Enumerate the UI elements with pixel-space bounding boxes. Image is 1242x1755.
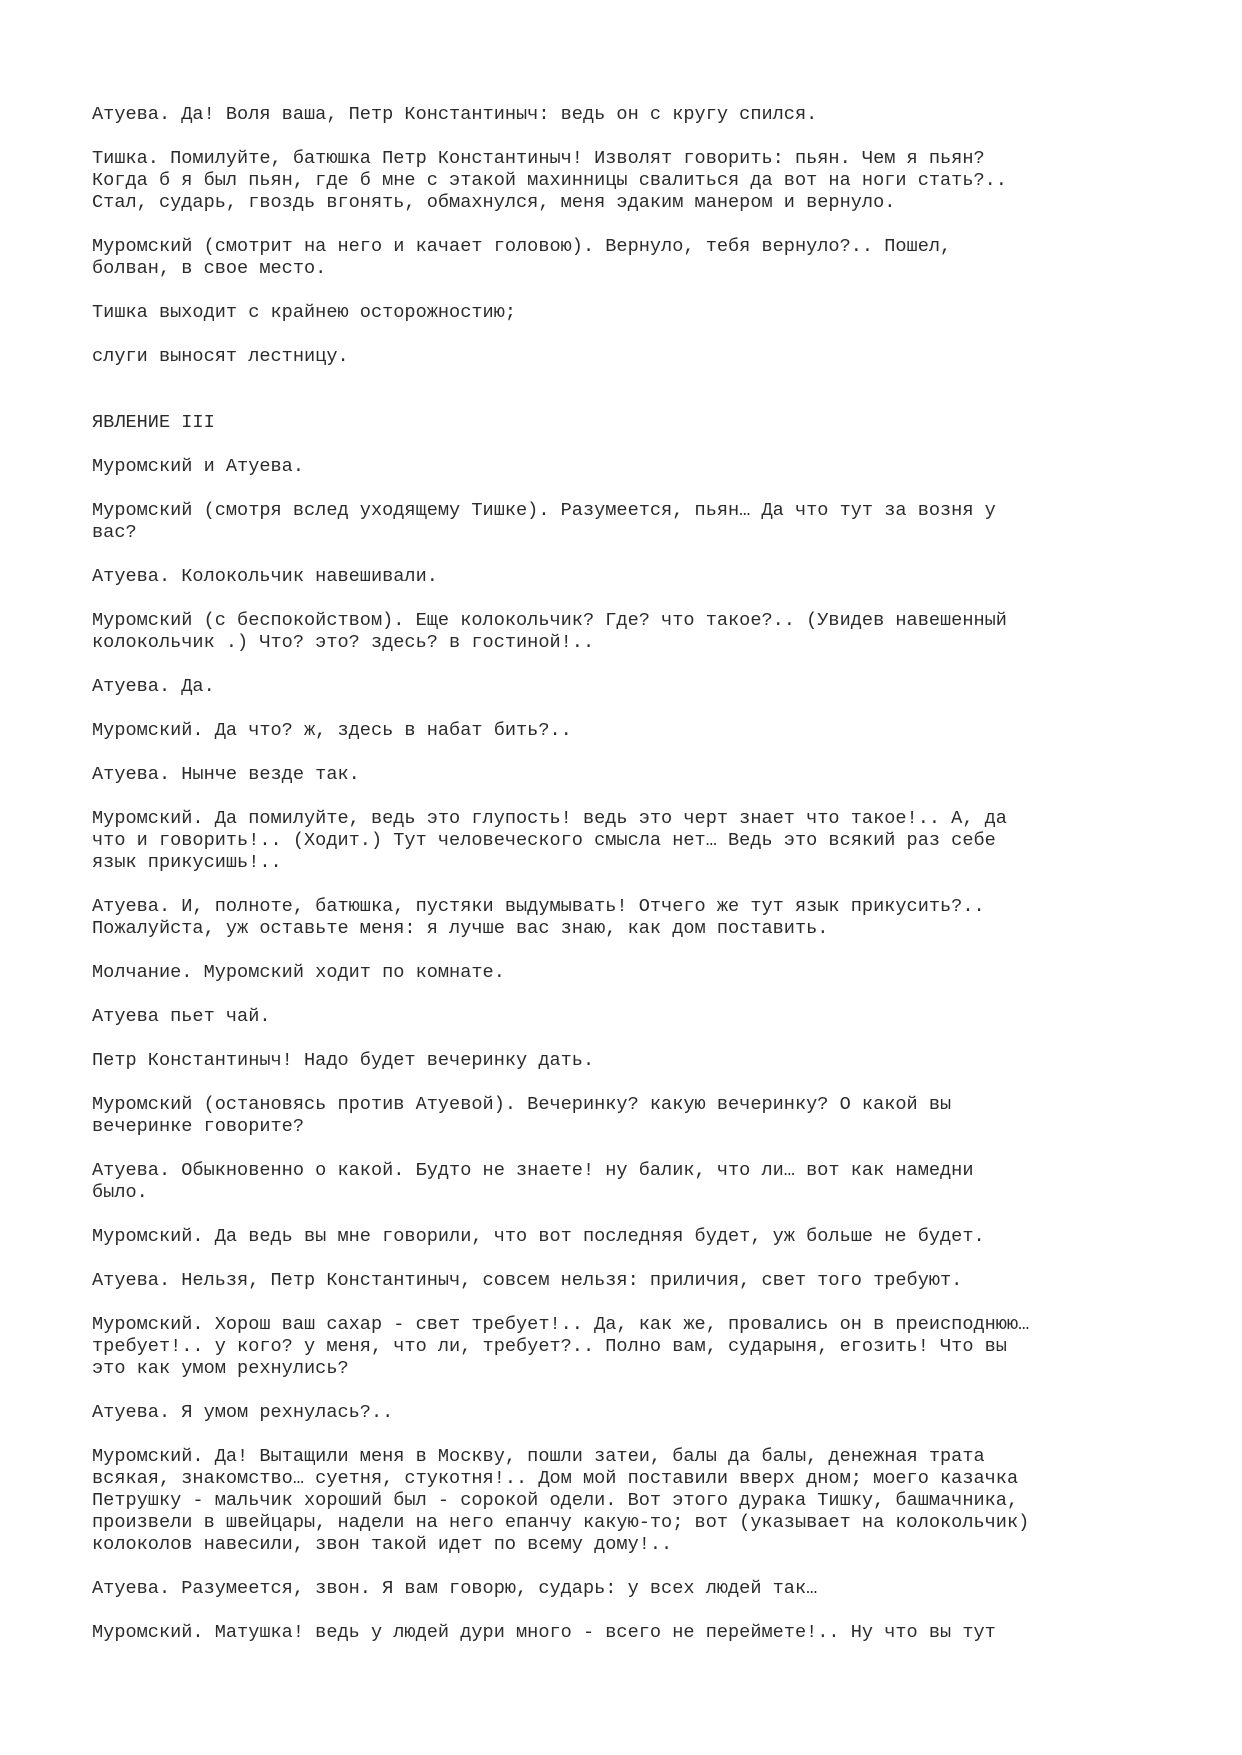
paragraph: Атуева. Да.: [92, 676, 215, 697]
paragraph: Муромский. Да помилуйте, ведь это глупость! ведь это черт знает что такое!.. А, да что и говорить!.. (Ходит.) Тут человеческого смысла нет… Ведь это всякий раз себе язык прикусишь!..: [92, 808, 1007, 873]
paragraph: Тишка. Помилуйте, батюшка Петр Константиныч! Изволят говорить: пьян. Чем я пьян? Когда б я был пьян, где б мне с этакой махинницы свалиться да вот на ноги стать?.. Стал, сударь, гвоздь вгонять, обмахнулся, меня эдаким манером и вернуло.: [92, 148, 1007, 213]
paragraph: Петр Константиныч! Надо будет вечеринку дать.: [92, 1050, 595, 1071]
paragraph: Атуева. Обыкновенно о какой. Будто не знаете! ну балик, что ли… вот как намедни было.: [92, 1160, 974, 1203]
stage-direction: Молчание. Муромский ходит по комнате.: [92, 962, 505, 983]
paragraph: Атуева. Да! Воля ваша, Петр Константиныч: ведь он с кругу спился.: [92, 104, 818, 125]
stage-direction: Атуева пьет чай.: [92, 1006, 271, 1027]
paragraph: Атуева. Нельзя, Петр Константиныч, совсем нельзя: приличия, свет того требуют.: [92, 1270, 963, 1291]
paragraph: Атуева. Разумеется, звон. Я вам говорю, сударь: у всех людей так…: [92, 1578, 818, 1599]
paragraph: Муромский. Матушка! ведь у людей дури много - всего не переймете!.. Ну что вы тут: [92, 1622, 996, 1643]
paragraph: Атуева. Я умом рехнулась?..: [92, 1402, 394, 1423]
paragraph: Муромский (смотря вслед уходящему Тишке). Разумеется, пьян… Да что тут за возня у вас?: [92, 500, 996, 543]
paragraph: Муромский (с беспокойством). Еще колокольчик? Где? что такое?.. (Увидев навешенный колокольчик .) Что? это? здесь? в гостиной!..: [92, 610, 1007, 653]
paragraph: Муромский. Хорош ваш сахар - свет требует!.. Да, как же, провались он в преисподнюю… требует!.. у кого? у меня, что ли, требует?.. Полно вам, сударыня, егозить! Что вы это как умом рехнулись?: [92, 1314, 1030, 1379]
document-page: [92, 104, 1192, 1666]
paragraph: Атуева. Нынче везде так.: [92, 764, 360, 785]
stage-direction: Тишка выходит с крайнею осторожностию;: [92, 302, 517, 323]
paragraph: Муромский. Да что? ж, здесь в набат бить?..: [92, 720, 572, 741]
paragraph: Муромский. Да! Вытащили меня в Москву, пошли затеи, балы да балы, денежная трата всякая, знакомство… суетня, стукотня!.. Дом мой поставили вверх дном; моего казачка Петрушку - мальчик хороший был - сорокой одели. Вот этого дурака Тишку, башмачника, произвели в швейцары, надели на него епанчу какую-то; вот (указывает на колокольчик) колоколов навесили, звон такой идет по всему дому!..: [92, 1446, 1030, 1555]
paragraph: Муромский (остановясь против Атуевой). Вечеринку? какую вечеринку? О какой вы вечеринке говорите?: [92, 1094, 952, 1137]
paragraph: Муромский (смотрит на него и качает головою). Вернуло, тебя вернуло?.. Пошел, болван, в свое место.: [92, 236, 952, 279]
paragraph: Муромский. Да ведь вы мне говорили, что вот последняя будет, уж больше не будет.: [92, 1226, 985, 1247]
scene-heading: ЯВЛЕНИЕ III: [92, 412, 215, 433]
scene-characters: Муромский и Атуева.: [92, 456, 305, 477]
paragraph: Атуева. И, полноте, батюшка, пустяки выдумывать! Отчего же тут язык прикусить?.. Пожалуйста, уж оставьте меня: я лучше вас знаю, как дом поставить.: [92, 896, 985, 939]
stage-direction: слуги выносят лестницу.: [92, 346, 349, 367]
paragraph: Атуева. Колокольчик навешивали.: [92, 566, 438, 587]
